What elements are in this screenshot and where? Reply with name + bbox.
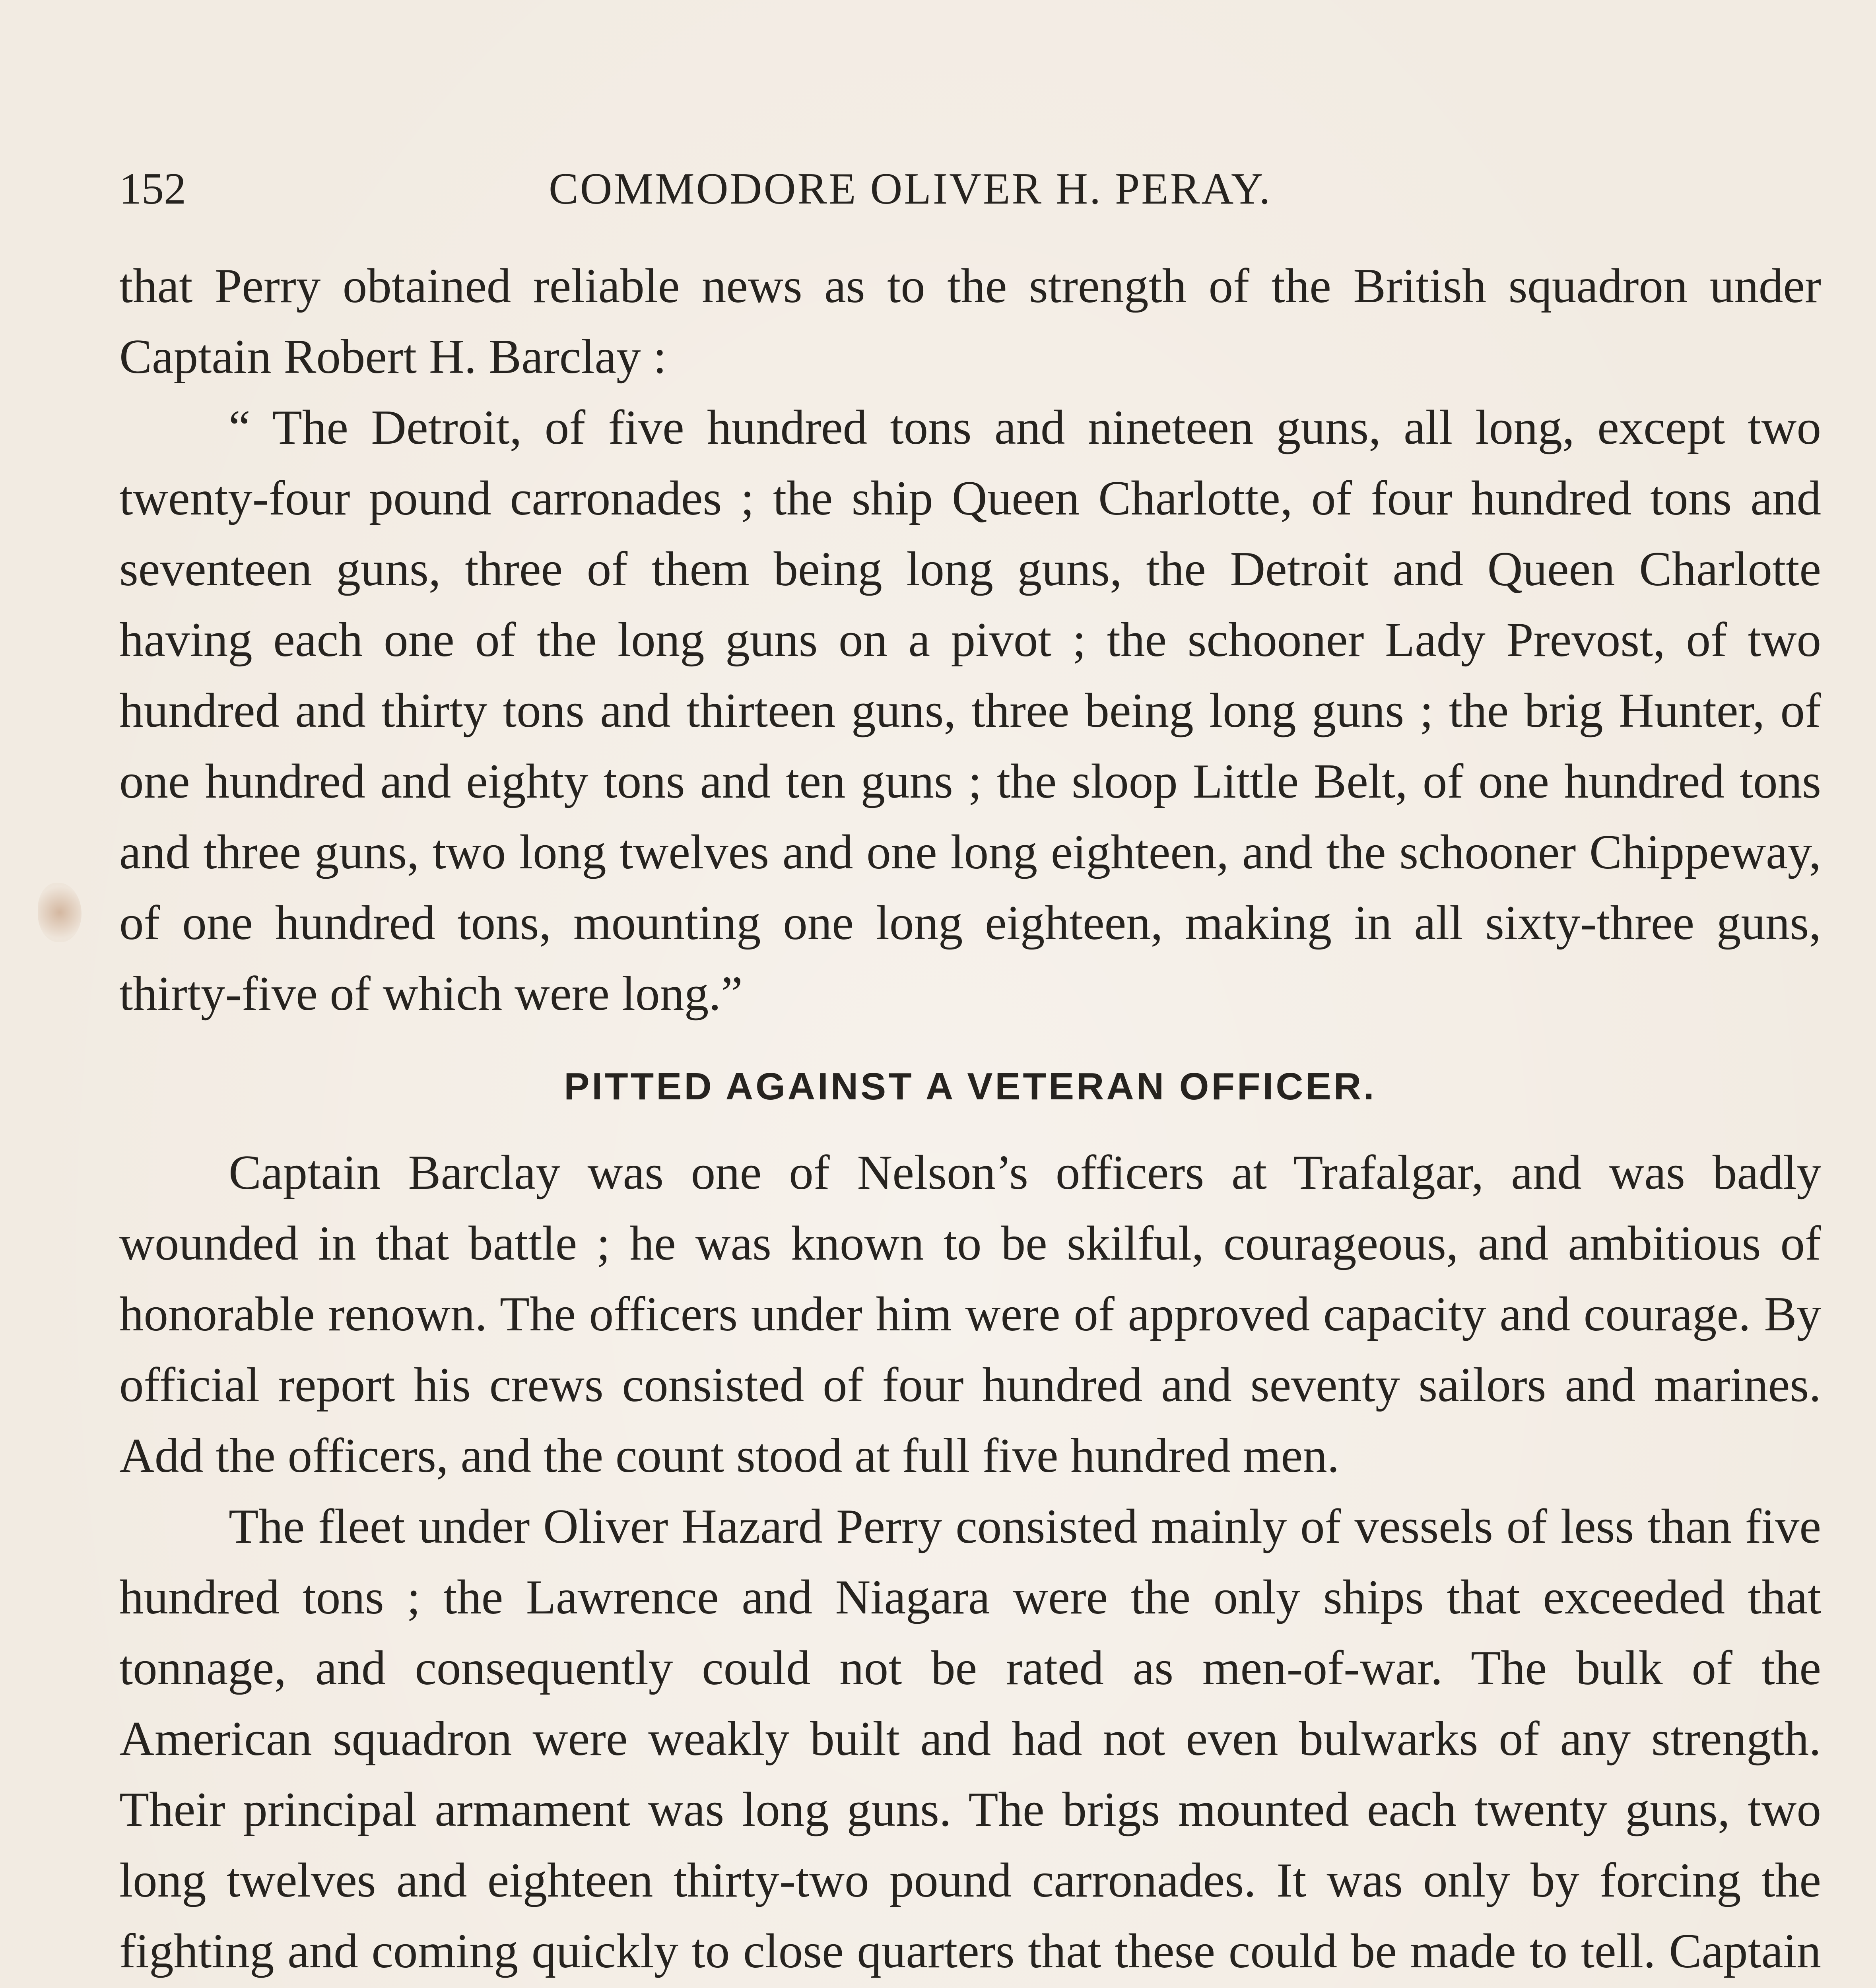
running-title: COMMODORE OLIVER H. PERAY.: [549, 164, 1272, 214]
paper-stain: [38, 883, 82, 942]
paragraph-barclay: Captain Barclay was one of Nelson’s officers at Trafalgar, and was badly wounded in that battle ; he was known to be skilful, courageous, and ambitious of honorable renown. The officers under him were of approved capacity and courage. By official report his crews consisted of four hundred and seventy sailors and marines. Add the officers, and the count stood at full five hundred men.: [119, 1145, 1821, 1483]
page-number: 152: [119, 164, 186, 214]
paragraph-american-fleet: The fleet under Oliver Hazard Perry consisted mainly of vessels of less than five hundred tons ; the Lawrence and Niagara were the only ships that exceeded that tonnage, and consequently could not be rated as men-of-war. The bulk of the American squadron were weakly built and had not even bulwarks of any strength. Their principal armament was long guns. The brigs mounted each twenty guns, two long twelves and eighteen thirty-two pound carronades. It was only by forcing the fighting and coming quickly to close quarters that these could be made to tell. Captain: [119, 1499, 1821, 1978]
quotation-paragraph: “ The Detroit, of five hundred tons and nineteen guns, all long, except two twenty-four pound carronades ; the ship Queen Charlotte, of four hundred tons and seventeen guns, three of them being long guns, the Detroit and Queen Charlotte having each one of the long guns on a pivot ; the schooner Lady Prevost, of two hundred and thirty tons and thirteen guns, three being long guns ; the brig Hunter, of one hundred and eighty tons and ten guns ; the sloop Little Belt, of one hundred tons and three guns, two long twelves and one long eighteen, and the schooner Chippeway, of one hundred tons, mounting one long eighteen, making in all sixty-three guns, thirty-five of which were long.”: [119, 400, 1821, 1021]
paragraph-continuation: that Perry obtained reliable news as to the strength of the British squadron under Captain Robert H. Barclay :: [119, 258, 1821, 384]
section-heading: PITTED AGAINST A VETERAN OFFICER.: [564, 1065, 1377, 1108]
running-head: [119, 157, 1821, 221]
text-block: [119, 250, 1821, 1988]
